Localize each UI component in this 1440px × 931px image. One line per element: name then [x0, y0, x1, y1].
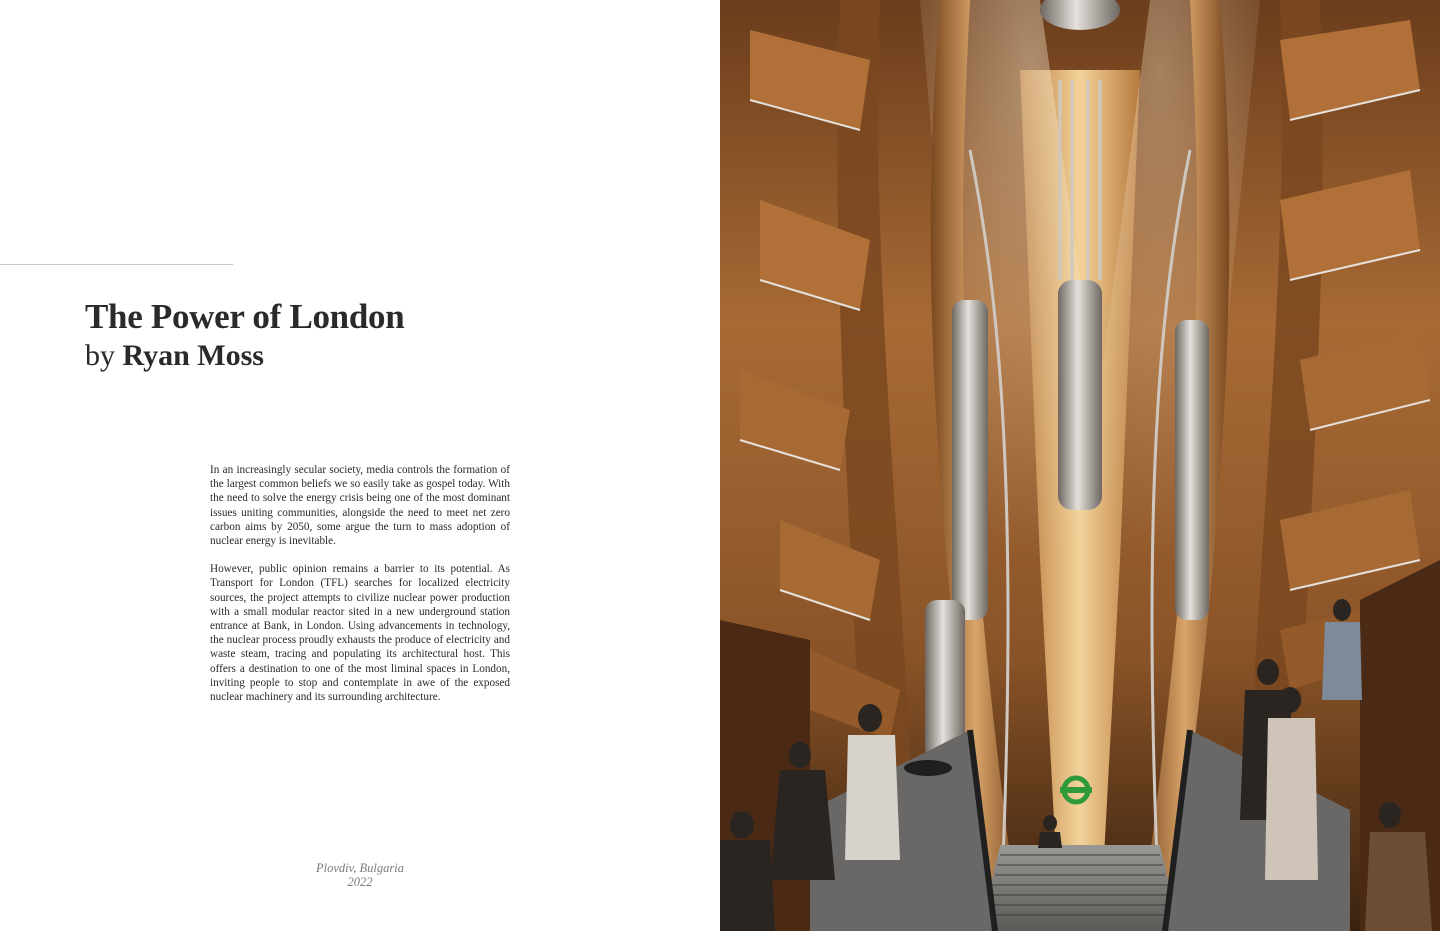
- location-text: Plovdiv, Bulgaria: [316, 861, 404, 875]
- colophon: [260, 861, 460, 889]
- reactor-column-center: [1058, 280, 1102, 510]
- hanging-lamp: [904, 760, 952, 776]
- reactor-column-left: [952, 300, 988, 620]
- paragraph-2: However, public opinion remains a barrier to its potential. As Transport for London (TFL) searches for localized electricity sources, the project attempts to civilize nuclear power production with a small modular reactor sited in a new underground station entrance at Bank, in London. Using advancements in technology, the nuclear process proudly exhausts the produce of electricity and waste steam, tracing and populating its architectural host. This offers a destination to one of the most liminal spaces in London, inviting people to stop and contemplate in awe of the exposed nuclear machinery and its surrounding architecture.: [210, 563, 510, 704]
- author-name: Ryan Moss: [122, 339, 264, 372]
- year-text: 2022: [347, 875, 373, 889]
- byline: [85, 337, 264, 375]
- reactor-column-right: [1175, 320, 1209, 620]
- atrium-illustration: [720, 0, 1440, 931]
- paragraph-1: In an increasingly secular society, media controls the formation of the largest common beliefs we so easily take as gospel today. With the need to solve the energy crisis being one of the most dominant issues uniting communities, alongside the need to meet net zero carbon aims by 2050, some argue the turn to mass adoption of nuclear energy is inevitable.: [210, 464, 510, 548]
- atrium-rendering: [720, 0, 1440, 931]
- article-body: [210, 463, 510, 718]
- central-staircase: [980, 845, 1180, 931]
- byline-prefix: by: [85, 339, 123, 372]
- article-title: The Power of London: [85, 297, 405, 336]
- horizontal-rule: [0, 264, 233, 265]
